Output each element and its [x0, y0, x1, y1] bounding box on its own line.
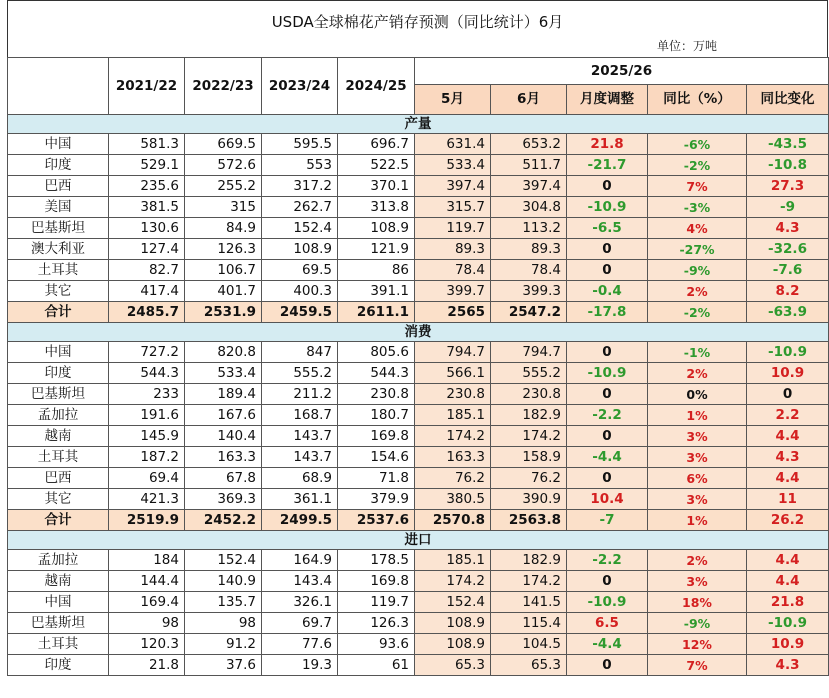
value-cell: 91.2 — [185, 634, 262, 655]
value-cell: 69.5 — [262, 260, 338, 281]
monthly-adjustment-cell: -17.8 — [567, 302, 648, 323]
yoy-percent-cell: -9% — [648, 613, 747, 634]
value-cell: 169.8 — [338, 426, 415, 447]
value-cell: 120.3 — [109, 634, 185, 655]
value-cell: 369.3 — [185, 489, 262, 510]
value-cell: 794.7 — [415, 342, 491, 363]
monthly-adjustment-cell: 6.5 — [567, 613, 648, 634]
yoy-percent-cell: 18% — [648, 592, 747, 613]
yoy-percent-cell: 3% — [648, 571, 747, 592]
value-cell: 185.1 — [415, 550, 491, 571]
value-cell: 380.5 — [415, 489, 491, 510]
value-cell: 174.2 — [491, 571, 567, 592]
country-name: 土耳其 — [8, 260, 109, 281]
value-cell: 108.9 — [415, 634, 491, 655]
table-row — [8, 613, 829, 634]
header-year: 2022/23 — [185, 58, 262, 115]
yoy-percent-cell: 3% — [648, 426, 747, 447]
yoy-change-cell: -63.9 — [747, 302, 829, 323]
yoy-change-cell: 26.2 — [747, 510, 829, 531]
value-cell: 21.8 — [109, 655, 185, 676]
table-row — [8, 489, 829, 510]
country-name: 美国 — [8, 197, 109, 218]
country-name: 印度 — [8, 655, 109, 676]
value-cell: 144.4 — [109, 571, 185, 592]
monthly-adjustment-cell: -10.9 — [567, 592, 648, 613]
header-year: 2023/24 — [262, 58, 338, 115]
table-row — [8, 281, 829, 302]
value-cell: 140.4 — [185, 426, 262, 447]
monthly-adjustment-cell: -2.2 — [567, 550, 648, 571]
yoy-change-cell: -32.6 — [747, 239, 829, 260]
yoy-change-cell: 4.4 — [747, 468, 829, 489]
value-cell: 313.8 — [338, 197, 415, 218]
yoy-change-cell: 4.3 — [747, 655, 829, 676]
country-name: 巴西 — [8, 468, 109, 489]
country-name: 中国 — [8, 342, 109, 363]
value-cell: 145.9 — [109, 426, 185, 447]
header-group: 2025/26 — [415, 58, 829, 85]
value-cell: 2565 — [415, 302, 491, 323]
value-cell: 69.7 — [262, 613, 338, 634]
yoy-percent-cell: 2% — [648, 281, 747, 302]
value-cell: 158.9 — [491, 447, 567, 468]
table-row — [8, 176, 829, 197]
yoy-change-cell: 2.2 — [747, 405, 829, 426]
value-cell: 168.7 — [262, 405, 338, 426]
country-name: 土耳其 — [8, 634, 109, 655]
value-cell: 2537.6 — [338, 510, 415, 531]
value-cell: 169.8 — [338, 571, 415, 592]
header-sub: 同比变化 — [747, 85, 829, 115]
table-row — [8, 634, 829, 655]
yoy-change-cell: 10.9 — [747, 634, 829, 655]
value-cell: 61 — [338, 655, 415, 676]
value-cell: 397.4 — [491, 176, 567, 197]
value-cell: 581.3 — [109, 134, 185, 155]
value-cell: 78.4 — [415, 260, 491, 281]
header-row-top — [8, 58, 829, 85]
value-cell: 847 — [262, 342, 338, 363]
value-cell: 696.7 — [338, 134, 415, 155]
table-row — [8, 260, 829, 281]
monthly-adjustment-cell: 0 — [567, 239, 648, 260]
total-row — [8, 302, 829, 323]
monthly-adjustment-cell: 10.4 — [567, 489, 648, 510]
value-cell: 65.3 — [491, 655, 567, 676]
value-cell: 2519.9 — [109, 510, 185, 531]
value-cell: 77.6 — [262, 634, 338, 655]
yoy-change-cell: 4.3 — [747, 218, 829, 239]
yoy-percent-cell: 6% — [648, 468, 747, 489]
value-cell: 78.4 — [491, 260, 567, 281]
value-cell: 108.9 — [415, 613, 491, 634]
monthly-adjustment-cell: -21.7 — [567, 155, 648, 176]
monthly-adjustment-cell: -10.9 — [567, 197, 648, 218]
value-cell: 113.2 — [491, 218, 567, 239]
value-cell: 230.8 — [415, 384, 491, 405]
value-cell: 315.7 — [415, 197, 491, 218]
value-cell: 230.8 — [338, 384, 415, 405]
header-sub: 5月 — [415, 85, 491, 115]
monthly-adjustment-cell: -7 — [567, 510, 648, 531]
value-cell: 233 — [109, 384, 185, 405]
total-row — [8, 510, 829, 531]
value-cell: 184 — [109, 550, 185, 571]
value-cell: 2531.9 — [185, 302, 262, 323]
yoy-percent-cell: -1% — [648, 342, 747, 363]
value-cell: 182.9 — [491, 550, 567, 571]
value-cell: 182.9 — [491, 405, 567, 426]
value-cell: 401.7 — [185, 281, 262, 302]
value-cell: 255.2 — [185, 176, 262, 197]
value-cell: 67.8 — [185, 468, 262, 489]
value-cell: 653.2 — [491, 134, 567, 155]
value-cell: 2563.8 — [491, 510, 567, 531]
yoy-change-cell: 4.4 — [747, 571, 829, 592]
monthly-adjustment-cell: 0 — [567, 468, 648, 489]
value-cell: 400.3 — [262, 281, 338, 302]
yoy-change-cell: -10.8 — [747, 155, 829, 176]
section-title: 进口 — [8, 531, 829, 550]
section-header-row — [8, 531, 829, 550]
yoy-change-cell: 10.9 — [747, 363, 829, 384]
monthly-adjustment-cell: -6.5 — [567, 218, 648, 239]
value-cell: 533.4 — [415, 155, 491, 176]
monthly-adjustment-cell: 21.8 — [567, 134, 648, 155]
table-row — [8, 218, 829, 239]
country-name: 中国 — [8, 134, 109, 155]
country-name: 澳大利亚 — [8, 239, 109, 260]
value-cell: 595.5 — [262, 134, 338, 155]
value-cell: 84.9 — [185, 218, 262, 239]
section-title: 产量 — [8, 115, 829, 134]
value-cell: 397.4 — [415, 176, 491, 197]
value-cell: 2570.8 — [415, 510, 491, 531]
table-row — [8, 468, 829, 489]
country-name: 合计 — [8, 510, 109, 531]
header-sub: 同比（%） — [648, 85, 747, 115]
yoy-change-cell: -43.5 — [747, 134, 829, 155]
value-cell: 69.4 — [109, 468, 185, 489]
value-cell: 174.2 — [491, 426, 567, 447]
table-row — [8, 134, 829, 155]
country-name: 巴基斯坦 — [8, 384, 109, 405]
table-row — [8, 384, 829, 405]
value-cell: 533.4 — [185, 363, 262, 384]
value-cell: 2485.7 — [109, 302, 185, 323]
monthly-adjustment-cell: 0 — [567, 655, 648, 676]
value-cell: 140.9 — [185, 571, 262, 592]
value-cell: 98 — [185, 613, 262, 634]
yoy-change-cell: 4.4 — [747, 550, 829, 571]
value-cell: 2452.2 — [185, 510, 262, 531]
yoy-change-cell: 4.4 — [747, 426, 829, 447]
value-cell: 152.4 — [415, 592, 491, 613]
country-name: 孟加拉 — [8, 405, 109, 426]
yoy-percent-cell: 3% — [648, 489, 747, 510]
value-cell: 126.3 — [338, 613, 415, 634]
yoy-change-cell: -7.6 — [747, 260, 829, 281]
value-cell: 169.4 — [109, 592, 185, 613]
value-cell: 326.1 — [262, 592, 338, 613]
value-cell: 370.1 — [338, 176, 415, 197]
value-cell: 121.9 — [338, 239, 415, 260]
value-cell: 235.6 — [109, 176, 185, 197]
table-row — [8, 550, 829, 571]
table-row — [8, 655, 829, 676]
value-cell: 163.3 — [185, 447, 262, 468]
table-row — [8, 155, 829, 176]
country-name: 巴基斯坦 — [8, 218, 109, 239]
value-cell: 262.7 — [262, 197, 338, 218]
value-cell: 76.2 — [415, 468, 491, 489]
header-year: 2024/25 — [338, 58, 415, 115]
value-cell: 89.3 — [415, 239, 491, 260]
value-cell: 187.2 — [109, 447, 185, 468]
monthly-adjustment-cell: -2.2 — [567, 405, 648, 426]
value-cell: 511.7 — [491, 155, 567, 176]
value-cell: 544.3 — [109, 363, 185, 384]
value-cell: 167.6 — [185, 405, 262, 426]
unit-label: 单位：万吨 — [656, 39, 717, 53]
value-cell: 71.8 — [338, 468, 415, 489]
country-name: 巴西 — [8, 176, 109, 197]
value-cell: 522.5 — [338, 155, 415, 176]
country-name: 巴基斯坦 — [8, 613, 109, 634]
value-cell: 399.7 — [415, 281, 491, 302]
country-name: 越南 — [8, 571, 109, 592]
yoy-percent-cell: 2% — [648, 363, 747, 384]
header-name-blank — [8, 58, 109, 115]
yoy-percent-cell: -2% — [648, 155, 747, 176]
yoy-percent-cell: -9% — [648, 260, 747, 281]
value-cell: 315 — [185, 197, 262, 218]
monthly-adjustment-cell: 0 — [567, 342, 648, 363]
value-cell: 143.7 — [262, 447, 338, 468]
value-cell: 555.2 — [491, 363, 567, 384]
yoy-change-cell: 4.3 — [747, 447, 829, 468]
country-name: 越南 — [8, 426, 109, 447]
table-row — [8, 363, 829, 384]
value-cell: 37.6 — [185, 655, 262, 676]
value-cell: 76.2 — [491, 468, 567, 489]
table-row — [8, 405, 829, 426]
value-cell: 544.3 — [338, 363, 415, 384]
value-cell: 2499.5 — [262, 510, 338, 531]
yoy-percent-cell: 1% — [648, 405, 747, 426]
value-cell: 317.2 — [262, 176, 338, 197]
yoy-change-cell: 8.2 — [747, 281, 829, 302]
value-cell: 130.6 — [109, 218, 185, 239]
monthly-adjustment-cell: 0 — [567, 176, 648, 197]
yoy-percent-cell: 7% — [648, 655, 747, 676]
yoy-percent-cell: -6% — [648, 134, 747, 155]
monthly-adjustment-cell: 0 — [567, 260, 648, 281]
header-sub: 6月 — [491, 85, 567, 115]
yoy-percent-cell: 4% — [648, 218, 747, 239]
country-name: 孟加拉 — [8, 550, 109, 571]
value-cell: 106.7 — [185, 260, 262, 281]
value-cell: 230.8 — [491, 384, 567, 405]
monthly-adjustment-cell: 0 — [567, 384, 648, 405]
value-cell: 143.7 — [262, 426, 338, 447]
table-row — [8, 239, 829, 260]
value-cell: 143.4 — [262, 571, 338, 592]
yoy-change-cell: -9 — [747, 197, 829, 218]
value-cell: 174.2 — [415, 571, 491, 592]
table-body — [8, 115, 829, 676]
monthly-adjustment-cell: 0 — [567, 426, 648, 447]
value-cell: 163.3 — [415, 447, 491, 468]
value-cell: 126.3 — [185, 239, 262, 260]
value-cell: 98 — [109, 613, 185, 634]
yoy-percent-cell: 0% — [648, 384, 747, 405]
yoy-percent-cell: -27% — [648, 239, 747, 260]
value-cell: 391.1 — [338, 281, 415, 302]
section-header-row — [8, 323, 829, 342]
table-row — [8, 592, 829, 613]
value-cell: 174.2 — [415, 426, 491, 447]
yoy-percent-cell: 2% — [648, 550, 747, 571]
value-cell: 794.7 — [491, 342, 567, 363]
value-cell: 180.7 — [338, 405, 415, 426]
monthly-adjustment-cell: -10.9 — [567, 363, 648, 384]
yoy-percent-cell: 12% — [648, 634, 747, 655]
country-name: 中国 — [8, 592, 109, 613]
yoy-change-cell: 27.3 — [747, 176, 829, 197]
value-cell: 379.9 — [338, 489, 415, 510]
value-cell: 631.4 — [415, 134, 491, 155]
table-row — [8, 571, 829, 592]
value-cell: 399.3 — [491, 281, 567, 302]
value-cell: 2611.1 — [338, 302, 415, 323]
value-cell: 93.6 — [338, 634, 415, 655]
value-cell: 572.6 — [185, 155, 262, 176]
value-cell: 119.7 — [338, 592, 415, 613]
value-cell: 390.9 — [491, 489, 567, 510]
country-name: 其它 — [8, 489, 109, 510]
yoy-percent-cell: 3% — [648, 447, 747, 468]
yoy-change-cell: 0 — [747, 384, 829, 405]
value-cell: 304.8 — [491, 197, 567, 218]
value-cell: 805.6 — [338, 342, 415, 363]
report-header — [7, 0, 828, 57]
value-cell: 2547.2 — [491, 302, 567, 323]
monthly-adjustment-cell: -0.4 — [567, 281, 648, 302]
value-cell: 553 — [262, 155, 338, 176]
yoy-change-cell: 11 — [747, 489, 829, 510]
value-cell: 417.4 — [109, 281, 185, 302]
value-cell: 529.1 — [109, 155, 185, 176]
value-cell: 65.3 — [415, 655, 491, 676]
table-row — [8, 197, 829, 218]
value-cell: 189.4 — [185, 384, 262, 405]
yoy-change-cell: 21.8 — [747, 592, 829, 613]
report-container — [7, 0, 828, 676]
value-cell: 127.4 — [109, 239, 185, 260]
value-cell: 119.7 — [415, 218, 491, 239]
value-cell: 421.3 — [109, 489, 185, 510]
value-cell: 185.1 — [415, 405, 491, 426]
section-header-row — [8, 115, 829, 134]
table-row — [8, 342, 829, 363]
value-cell: 669.5 — [185, 134, 262, 155]
section-title: 消费 — [8, 323, 829, 342]
value-cell: 115.4 — [491, 613, 567, 634]
value-cell: 154.6 — [338, 447, 415, 468]
report-title: USDA全球棉花产销存预测（同比统计）6月 — [271, 13, 564, 31]
value-cell: 191.6 — [109, 405, 185, 426]
value-cell: 82.7 — [109, 260, 185, 281]
value-cell: 164.9 — [262, 550, 338, 571]
monthly-adjustment-cell: 0 — [567, 571, 648, 592]
yoy-change-cell: -10.9 — [747, 342, 829, 363]
table-row — [8, 426, 829, 447]
yoy-change-cell: -10.9 — [747, 613, 829, 634]
table-row — [8, 447, 829, 468]
yoy-percent-cell: -3% — [648, 197, 747, 218]
country-name: 土耳其 — [8, 447, 109, 468]
country-name: 印度 — [8, 155, 109, 176]
value-cell: 727.2 — [109, 342, 185, 363]
value-cell: 381.5 — [109, 197, 185, 218]
country-name: 印度 — [8, 363, 109, 384]
monthly-adjustment-cell: -4.4 — [567, 634, 648, 655]
value-cell: 211.2 — [262, 384, 338, 405]
value-cell: 104.5 — [491, 634, 567, 655]
value-cell: 108.9 — [338, 218, 415, 239]
value-cell: 566.1 — [415, 363, 491, 384]
value-cell: 135.7 — [185, 592, 262, 613]
monthly-adjustment-cell: -4.4 — [567, 447, 648, 468]
yoy-percent-cell: -2% — [648, 302, 747, 323]
cotton-balance-table — [7, 57, 829, 676]
yoy-percent-cell: 7% — [648, 176, 747, 197]
header-year: 2021/22 — [109, 58, 185, 115]
value-cell: 152.4 — [262, 218, 338, 239]
value-cell: 2459.5 — [262, 302, 338, 323]
value-cell: 361.1 — [262, 489, 338, 510]
value-cell: 178.5 — [338, 550, 415, 571]
value-cell: 19.3 — [262, 655, 338, 676]
header-sub: 月度调整 — [567, 85, 648, 115]
value-cell: 89.3 — [491, 239, 567, 260]
country-name: 合计 — [8, 302, 109, 323]
yoy-percent-cell: 1% — [648, 510, 747, 531]
country-name: 其它 — [8, 281, 109, 302]
value-cell: 68.9 — [262, 468, 338, 489]
value-cell: 820.8 — [185, 342, 262, 363]
value-cell: 108.9 — [262, 239, 338, 260]
value-cell: 86 — [338, 260, 415, 281]
value-cell: 152.4 — [185, 550, 262, 571]
value-cell: 141.5 — [491, 592, 567, 613]
value-cell: 555.2 — [262, 363, 338, 384]
